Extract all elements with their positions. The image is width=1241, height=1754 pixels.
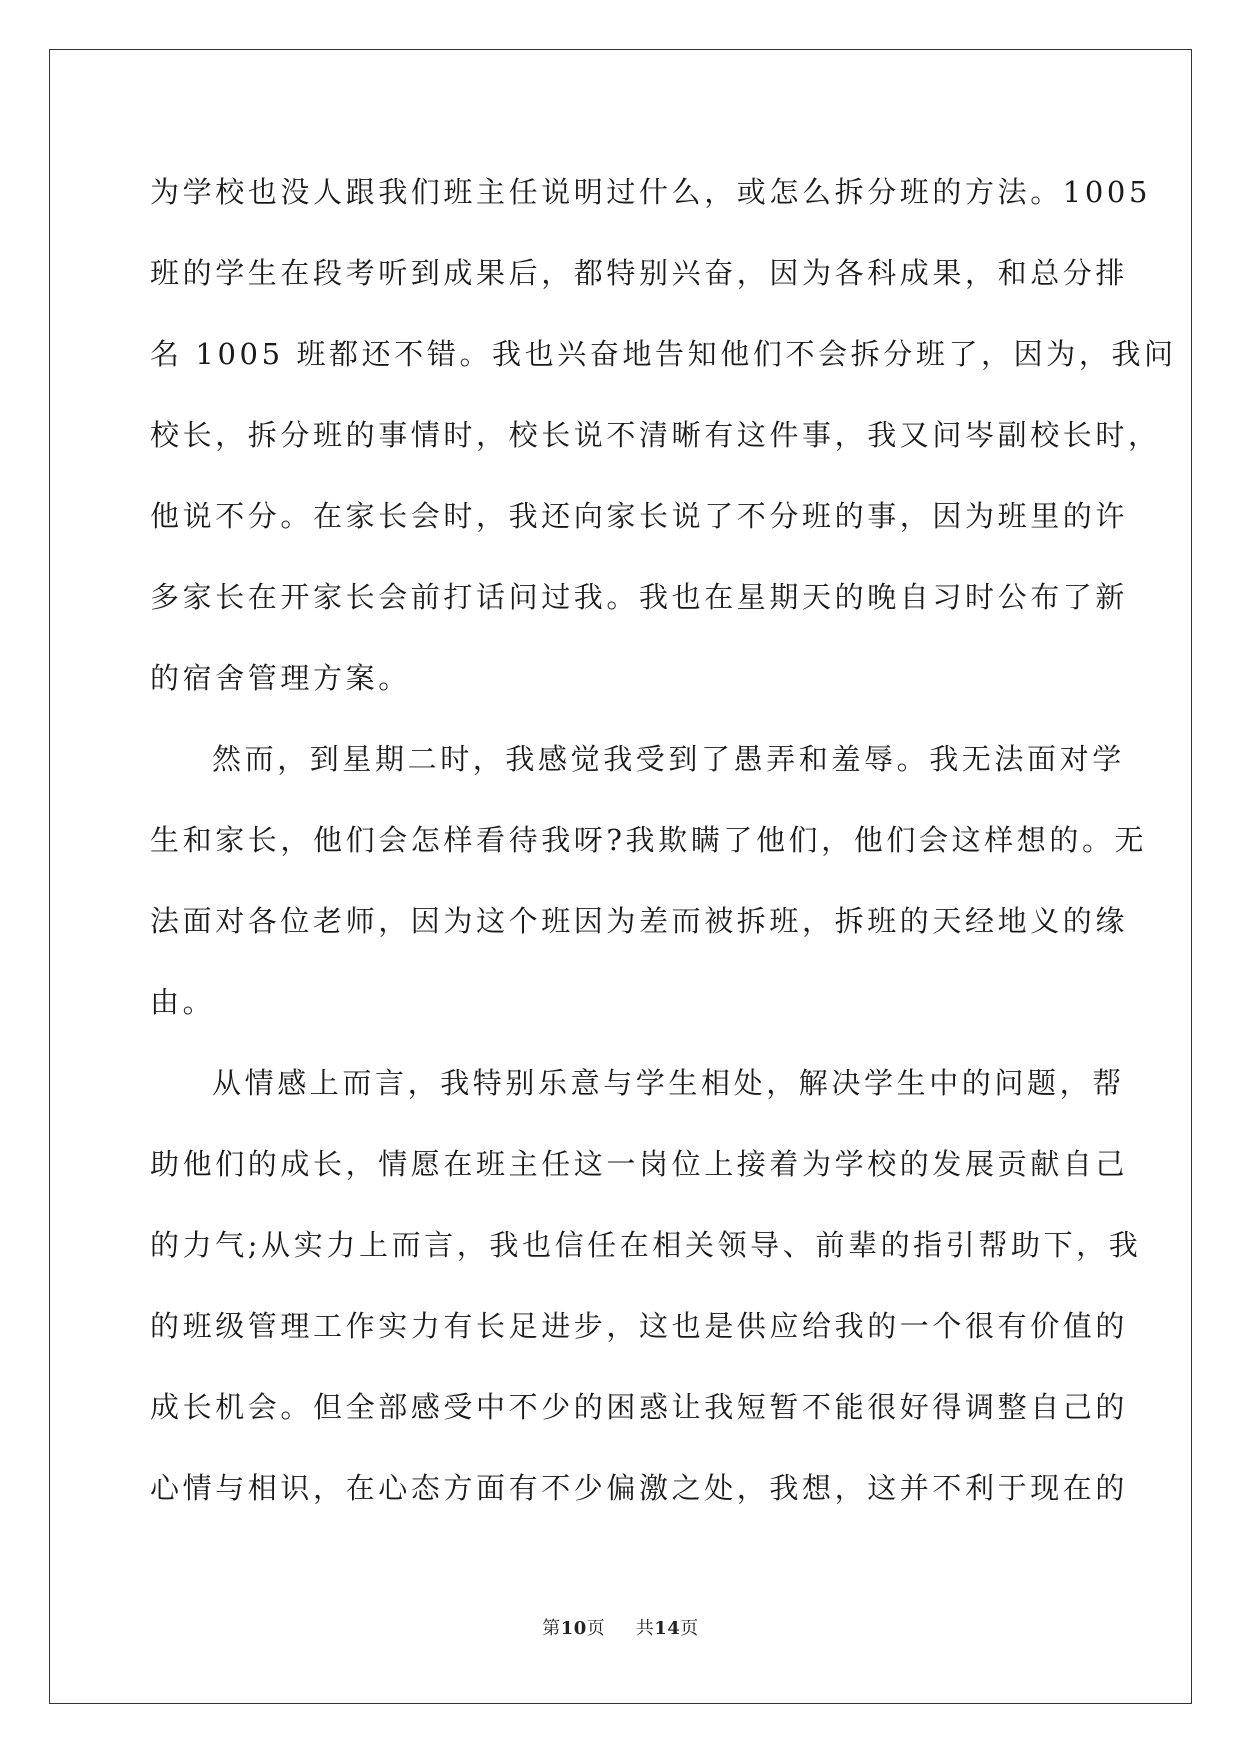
text-line: 法面对各位老师，因为这个班因为差而被拆班，拆班的天经地义的缘 xyxy=(150,904,1129,938)
page-prefix: 第 xyxy=(542,1618,561,1639)
text-line: 然而，到星期二时，我感觉我受到了愚弄和羞辱。我无法面对学 xyxy=(212,742,1125,776)
text-line: 心情与相识，在心态方面有不少偏激之处，我想，这并不利于现在的 xyxy=(150,1471,1129,1505)
text-line: 他说不分。在家长会时，我还向家长说了不分班的事，因为班里的许 xyxy=(150,499,1129,533)
text-line: 从情感上而言，我特别乐意与学生相处，解决学生中的问题，帮 xyxy=(212,1066,1125,1100)
text-line: 校长，拆分班的事情时，校长说不清晰有这件事，我又问岑副校长时， xyxy=(150,418,1161,452)
total-prefix: 共 xyxy=(635,1618,655,1639)
text-line: 由。 xyxy=(150,985,216,1019)
page-total xyxy=(636,1618,699,1639)
text-line: 班的学生在段考听到成果后，都特别兴奋，因为各科成果，和总分排 xyxy=(150,256,1129,290)
page-number xyxy=(542,1618,611,1639)
page-footer xyxy=(0,1614,1241,1640)
text-line: 生和家长，他们会怎样看待我呀?我欺瞒了他们，他们会这样想的。无 xyxy=(150,823,1148,857)
text-line: 名 1005 班都还不错。我也兴奋地告知他们不会拆分班了，因为，我问 xyxy=(150,337,1177,371)
page-total-count: 14 xyxy=(654,1618,681,1639)
page-suffix: 页 xyxy=(586,1618,606,1639)
text-line: 为学校也没人跟我们班主任说明过什么，或怎么拆分班的方法。1005 xyxy=(150,175,1152,209)
text-line: 多家长在开家长会前打话问过我。我也在星期天的晚自习时公布了新 xyxy=(150,580,1129,614)
document-body xyxy=(150,164,1177,1541)
page-current: 10 xyxy=(560,1618,587,1639)
text-line: 助他们的成长，情愿在班主任这一岗位上接着为学校的发展贡献自己 xyxy=(150,1147,1129,1181)
total-suffix: 页 xyxy=(680,1618,699,1639)
text-line: 成长机会。但全部感受中不少的困惑让我短暂不能很好得调整自己的 xyxy=(150,1390,1129,1424)
text-line: 的班级管理工作实力有长足进步，这也是供应给我的一个很有价值的 xyxy=(150,1309,1129,1343)
text-line: 的力气;从实力上而言，我也信任在相关领导、前辈的指引帮助下，我 xyxy=(150,1228,1142,1262)
text-line: 的宿舍管理方案。 xyxy=(150,661,411,695)
